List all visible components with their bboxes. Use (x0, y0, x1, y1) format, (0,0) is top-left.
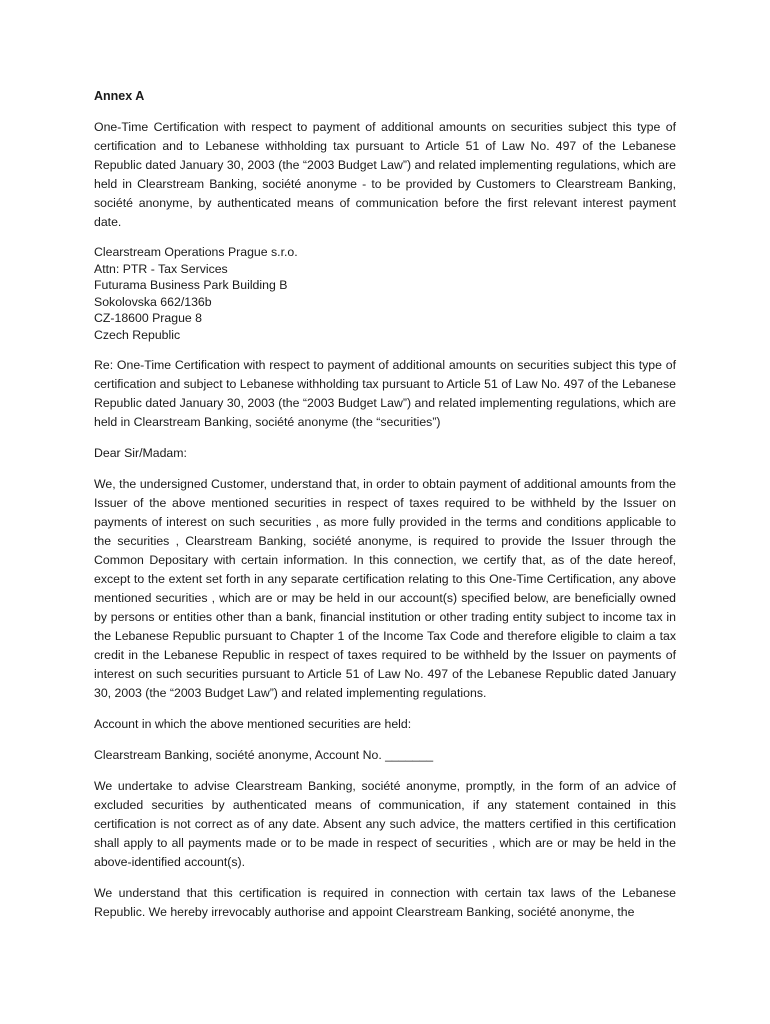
understand-paragraph: We understand that this certification is required in connection with certain tax laws of the Lebanese Republic. We hereby irrevocably authorise and appoint Clearstream Banking, société anonyme, the (94, 885, 676, 919)
annex-title: Annex A (94, 89, 145, 103)
address-line: Attn: PTR - Tax Services (94, 261, 228, 276)
address-line: Clearstream Operations Prague s.r.o. (94, 245, 298, 259)
salutation: Dear Sir/Madam: (94, 445, 187, 460)
address-line: Sokolovska 662/136b (94, 294, 212, 309)
recipient-address (94, 244, 676, 344)
address-line: Futurama Business Park Building B (94, 278, 288, 293)
address-line: CZ-18600 Prague 8 (94, 311, 203, 326)
intro-paragraph: One-Time Certification with respect to payment of additional amounts on securities subject this type of certification and to Lebanese withholding tax pursuant to Article 51 of Law No. 497 of the Lebanese Republic dated January 30, 2003 (the “2003 Budget Law”) and related implementing regulations, which are held in Clearstream Banking, société anonyme - to be provided by Customers to Clearstream Banking, société anonyme, by authenticated means of communication before the first relevant interest payment date. (94, 120, 676, 229)
account-intro: Account in which the above mentioned securities are held: (94, 716, 412, 731)
re-line: Re: One-Time Certification with respect to payment of additional amounts on securities subject this type of certification and subject to Lebanese withholding tax pursuant to Article 51 of Law No. 497 of the Lebanese Republic dated January 30, 2003 (the “2003 Budget Law”) and related implementing regulations, which are held in Clearstream Banking, société anonyme (the “securities”) (94, 357, 676, 429)
address-line: Czech Republic (94, 327, 181, 342)
account-line: Clearstream Banking, société anonyme, Account No. _______ (94, 747, 434, 762)
undertake-paragraph: We undertake to advise Clearstream Banking, société anonyme, promptly, in the form of an advice of excluded securities by authenticated means of communication, if any statement contained in this certification is not correct as of any date. Absent any such advice, the matters certified in this certification shall apply to all payments made or to be made in respect of securities , which are or may be held in the above-identified account(s). (94, 778, 676, 869)
certification-body: We, the undersigned Customer, understand that, in order to obtain payment of additional amounts from the Issuer of the above mentioned securities in respect of taxes required to be withheld by the Issuer on payments of interest on such securities , as more fully provided in the terms and conditions applicable to the securities , Clearstream Banking, société anonyme, is required to provide the Issuer through the Common Depositary with certain information. In this connection, we certify that, as of the date hereof, except to the extent set forth in any separate certification relating to this One-Time Certification, any above mentioned securities , which are or may be held in our account(s) specified below, are beneficially owned by persons or entities other than a bank, financial institution or other trading entity subject to income tax in the Lebanese Republic pursuant to Chapter 1 of the Income Tax Code and therefore eligible to claim a tax credit in the Lebanese Republic in respect of taxes required to be withheld by the Issuer on payments of interest on such securities pursuant to Article 51 of Law No. 497 of the Lebanese Republic dated January 30, 2003 (the “2003 Budget Law”) and related implementing regulations. (94, 476, 676, 700)
